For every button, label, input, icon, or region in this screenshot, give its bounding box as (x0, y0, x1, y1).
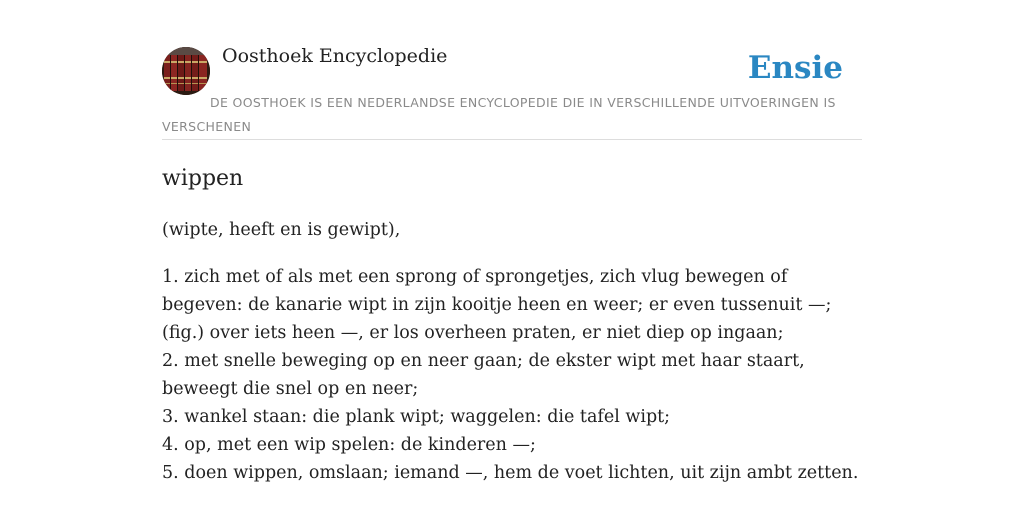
entry-grammar: (wipte, heeft en is gewipt), (162, 220, 401, 240)
entry-definitions (162, 263, 862, 487)
definition-item: 1. zich met of als met een sprong of sprongetjes, zich vlug bewegen of begeven: de kanarie wipt in zijn kooitje heen en weer; er even tussenuit —; (fig.) over iets heen —, er los overheen praten, er niet diep op ingaan; (162, 267, 832, 343)
definition-item: 3. wankel staan: die plank wipt; waggelen: die tafel wipt; (162, 407, 671, 427)
page (162, 0, 862, 512)
site-header (162, 0, 862, 140)
site-title[interactable]: Oosthoek Encyclopedie (222, 45, 448, 67)
brand-logo-link[interactable]: Ensie (747, 50, 843, 86)
encyclopedia-books-icon[interactable] (162, 47, 210, 95)
entry-word: wippen (162, 166, 244, 191)
definition-item: 4. op, met een wip spelen: de kinderen —; (162, 435, 536, 455)
definition-item: 2. met snelle beweging op en neer gaan; de ekster wipt met haar staart, beweegt die snel op en neer; (162, 351, 805, 399)
definition-item: 5. doen wippen, omslaan; iemand —, hem de voet lichten, uit zijn ambt zetten. (162, 463, 859, 483)
site-tagline: DE OOSTHOEK IS EEN NEDERLANDSE ENCYCLOPEDIE DIE IN VERSCHILLENDE UITVOERINGEN IS VERSCHENEN (162, 95, 836, 134)
